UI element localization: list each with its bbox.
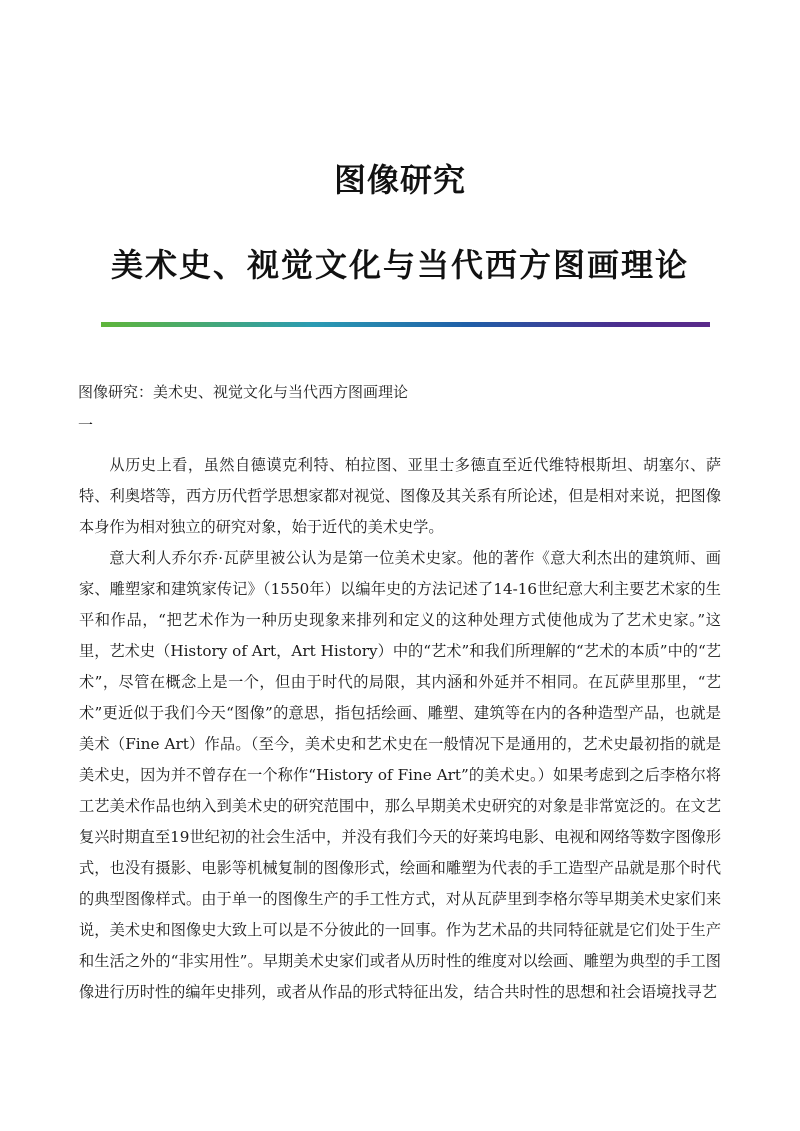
article-heading: 图像研究：美术史、视觉文化与当代西方图画理论	[78, 383, 409, 401]
document-subtitle: 美术史、视觉文化与当代西方图画理论	[110, 246, 689, 284]
paragraph: 从历史上看，虽然自德谟克利特、柏拉图、亚里士多德直至近代维特根斯坦、胡塞尔、萨特、利奥塔等，西方历代哲学思想家都对视觉、图像及其关系有所论述，但是相对来说，把图像本身作为相对独立的研究对象，始于近代的美术史学。	[79, 456, 721, 536]
article-body	[79, 450, 721, 1008]
section-number: 一	[78, 416, 94, 434]
paragraph: 意大利人乔尔乔·瓦萨里被公认为是第一位美术史家。他的著作《意大利杰出的建筑师、画家、雕塑家和建筑家传记》（1550年）以编年史的方法记述了14-16世纪意大利主要艺术家的生平和作品，“把艺术作为一种历史现象来排列和定义的这种处理方式使他成为了艺术史家。”这里，艺术史（History of Art，Art History）中的“艺术”和我们所理解的“艺术的本质”中的“艺术”，尽管在概念上是一个，但由于时代的局限，其内涵和外延并不相同。在瓦萨里那里，“艺术”更近似于我们今天“图像”的意思，指包括绘画、雕塑、建筑等在内的各种造型产品，也就是美术（Fine Art）作品。（至今，美术史和艺术史在一般情况下是通用的，艺术史最初指的就是美术史，因为并不曾存在一个称作“History of Fine Art”的美术史。）如果考虑到之后李格尔将工艺美术作品也纳入到美术史的研究范围中，那么早期美术史研究的对象是非常宽泛的。在文艺复兴时期直至19世纪初的社会生活中，并没有我们今天的好莱坞电影、电视和网络等数字图像形式，也没有摄影、电影等机械复制的图像形式，绘画和雕塑为代表的手工造型产品就是那个时代的典型图像样式。由于单一的图像生产的手工性方式，对从瓦萨里到李格尔等早期美术史家们来说，美术史和图像史大致上可以是不分彼此的一回事。作为艺术品的共同特征就是它们处于生产和生活之外的“非实用性”。早期美术史家们或者从历时性的维度对以绘画、雕塑为典型的手工图像进行历时性的编年史排列，或者从作品的形式特征出发，结合共时性的思想和社会语境找寻艺	[79, 549, 722, 1001]
gradient-divider	[101, 322, 710, 327]
document-title: 图像研究	[333, 161, 466, 199]
